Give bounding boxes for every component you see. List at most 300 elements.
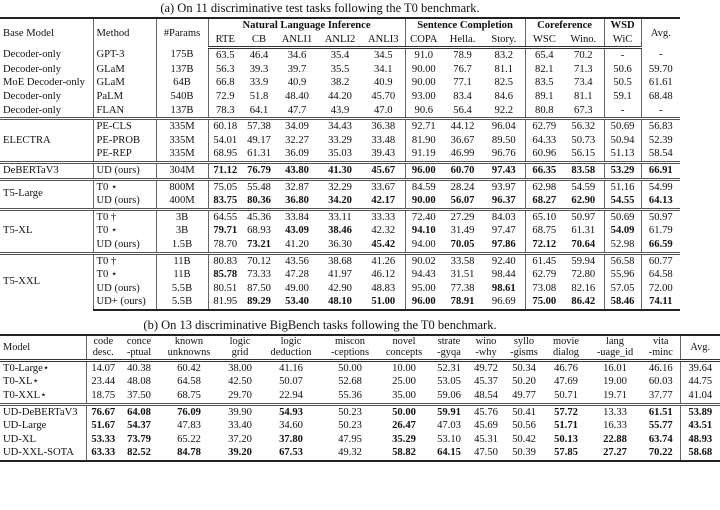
- score-cell: 76.09: [158, 404, 220, 419]
- score-cell: 47.03: [437, 420, 461, 432]
- score-cell: 55.48: [242, 179, 276, 194]
- score-cell: 34.09: [276, 119, 318, 134]
- header-task: [158, 335, 220, 361]
- score-cell: 56.07: [450, 195, 475, 207]
- header-task: Wino.: [563, 33, 604, 48]
- score-cell: 75.05: [208, 179, 242, 194]
- avg-cell: 53.89: [680, 404, 720, 419]
- header-task-line: vita: [652, 335, 669, 347]
- score-cell: 34.20: [328, 195, 352, 207]
- score-cell: 39.7: [287, 63, 307, 75]
- method-cell: PE-PROB: [93, 134, 156, 148]
- score-cell: 83.2: [494, 50, 514, 62]
- table-row: [0, 134, 680, 148]
- score-cell: 64.33: [525, 134, 563, 148]
- table-row: [0, 179, 680, 194]
- score-cell: 51.00: [362, 295, 405, 310]
- avg-cell: 58.54: [641, 147, 680, 162]
- score-cell: 51.8: [249, 90, 269, 102]
- score-cell: 41.30: [318, 162, 362, 179]
- score-cell: 22.88: [603, 433, 627, 445]
- score-cell: 60.42: [177, 362, 201, 374]
- score-cell: 27.27: [588, 446, 642, 461]
- score-cell: 46.4: [249, 50, 269, 62]
- table-row: [0, 104, 680, 119]
- header-task: RTE: [208, 33, 242, 48]
- score-cell: 84.6: [494, 90, 514, 102]
- score-cell: 36.30: [328, 238, 352, 250]
- base-model-cell: Decoder-only: [3, 104, 62, 116]
- header-task-line: lang: [606, 335, 624, 347]
- header-task: ANLI1: [276, 33, 318, 48]
- score-cell: 50.00: [338, 362, 362, 374]
- header-task: ANLI3: [362, 33, 405, 48]
- score-cell: 46.12: [371, 269, 396, 281]
- model-cell: UD-Large: [3, 420, 47, 432]
- score-cell: 47.0: [374, 104, 393, 116]
- score-cell: 45.67: [362, 162, 405, 179]
- score-cell: 47.50: [468, 446, 504, 461]
- header-task: [120, 335, 158, 361]
- header-task-line: known: [174, 335, 204, 347]
- score-cell: 45.76: [468, 404, 504, 419]
- score-cell: 34.1: [374, 63, 393, 75]
- score-cell: 42.90: [328, 282, 352, 294]
- score-cell: 63.33: [86, 446, 120, 461]
- score-cell: 50.69: [604, 119, 641, 134]
- score-cell: 63.74: [648, 433, 673, 445]
- score-cell: 87.50: [247, 282, 271, 294]
- method-cell: PaLM: [93, 90, 156, 104]
- score-cell: 80.51: [208, 282, 242, 296]
- score-cell: 39.90: [220, 404, 260, 419]
- table-b: [0, 334, 720, 462]
- score-cell: 51.67: [86, 419, 120, 433]
- score-cell: 35.4: [330, 50, 350, 62]
- avg-cell: 68.48: [641, 90, 680, 104]
- header-task: [260, 335, 322, 361]
- score-cell: 52.98: [604, 238, 641, 253]
- header-task-line: grid: [231, 347, 249, 359]
- score-cell: 96.37: [491, 195, 516, 207]
- score-cell: 38.00: [228, 362, 252, 374]
- score-cell: 64.08: [120, 404, 158, 419]
- score-cell: 98.61: [491, 282, 516, 294]
- params-cell: 335M: [156, 147, 208, 162]
- score-cell: 49.32: [322, 446, 378, 461]
- base-model-cell: Decoder-only: [3, 90, 62, 102]
- score-cell: 16.01: [603, 362, 627, 374]
- header-task: [642, 335, 680, 361]
- score-cell: 90.02: [405, 253, 442, 268]
- header-task: CB: [242, 33, 276, 48]
- header-task-line: deduction: [270, 347, 312, 359]
- score-cell: 47.83: [177, 420, 201, 432]
- score-cell: 61.31: [247, 148, 271, 160]
- table-row: [0, 224, 680, 238]
- header-group-sentence-completion: Sentence Completion: [405, 18, 525, 33]
- score-cell: 40.38: [127, 362, 151, 374]
- score-cell: 57.05: [604, 282, 641, 296]
- score-cell: 43.9: [330, 104, 350, 116]
- score-cell: 35.03: [328, 148, 352, 160]
- avg-cell: 66.59: [641, 238, 680, 253]
- score-cell: 90.00: [405, 194, 442, 209]
- score-cell: 64.55: [208, 209, 242, 224]
- header-task-line: syllo: [513, 335, 535, 347]
- params-cell: 137B: [156, 104, 208, 119]
- score-cell: 52.31: [437, 362, 461, 374]
- score-cell: 62.79: [525, 119, 563, 134]
- score-cell: 34.5: [374, 50, 393, 62]
- score-cell: 38.2: [330, 77, 350, 89]
- score-cell: 49.17: [247, 134, 271, 146]
- score-cell: 73.4: [574, 77, 593, 89]
- header-task-line: code: [93, 335, 114, 347]
- score-cell: 41.16: [279, 362, 303, 374]
- header-task-line: logic: [280, 335, 302, 347]
- score-cell: 49.00: [285, 282, 309, 294]
- score-cell: 37.20: [228, 433, 252, 445]
- score-cell: 35.29: [392, 433, 416, 445]
- header-task-line: -ptual: [126, 347, 152, 359]
- base-model-cell: ELECTRA: [0, 119, 93, 163]
- score-cell: 80.8: [525, 104, 563, 119]
- score-cell: 33.33: [362, 209, 405, 224]
- score-cell: 33.67: [362, 179, 405, 194]
- score-cell: 41.97: [328, 269, 352, 281]
- score-cell: 76.79: [242, 162, 276, 179]
- header-group-wsd: WSD: [604, 18, 641, 33]
- score-cell: 18.75: [86, 389, 120, 404]
- score-cell: 95.00: [405, 282, 442, 296]
- score-cell: 55.77: [648, 420, 673, 432]
- score-cell: 92.40: [483, 253, 525, 268]
- params-cell: 335M: [156, 134, 208, 148]
- avg-cell: 64.58: [641, 268, 680, 282]
- score-cell: 42.17: [371, 195, 396, 207]
- method-cell: PE-CLS: [93, 119, 156, 134]
- score-cell: 65.10: [525, 209, 563, 224]
- method-cell: GLaM: [93, 63, 156, 77]
- score-cell: 56.15: [571, 148, 596, 160]
- score-cell: 50.94: [604, 134, 641, 148]
- header-group-nli: Natural Language Inference: [208, 18, 405, 33]
- score-cell: 65.22: [177, 433, 201, 445]
- score-cell: 79.71: [208, 224, 242, 238]
- score-cell: 50.34: [512, 362, 536, 374]
- score-cell: 68.93: [247, 225, 271, 237]
- score-cell: 36.38: [362, 119, 405, 134]
- model-cell: UD-XXL-SOTA: [0, 446, 86, 461]
- score-cell: 81.95: [208, 295, 242, 310]
- score-cell: 96.00: [405, 162, 442, 179]
- score-cell: 40.9: [374, 77, 393, 89]
- score-cell: 45.31: [474, 433, 498, 445]
- score-cell: 93.00: [405, 90, 442, 104]
- avg-cell: 58.68: [680, 446, 720, 461]
- score-cell: 36.80: [285, 195, 309, 207]
- score-cell: 53.33: [86, 433, 120, 447]
- table-row: [0, 209, 680, 224]
- params-cell: 540B: [156, 90, 208, 104]
- table-row: [0, 360, 720, 375]
- score-cell: 94.10: [405, 224, 442, 238]
- score-cell: 42.32: [371, 225, 396, 237]
- table-row: [0, 295, 680, 310]
- score-cell: 50.56: [512, 420, 536, 432]
- score-cell: 53.40: [276, 295, 318, 310]
- score-cell: 44.20: [328, 90, 352, 102]
- avg-cell: 43.51: [680, 419, 720, 433]
- score-cell: 60.70: [442, 162, 483, 179]
- score-cell: 38.68: [318, 253, 362, 268]
- score-cell: 50.20: [512, 376, 536, 388]
- score-cell: 33.84: [276, 209, 318, 224]
- params-cell: 5.5B: [156, 282, 208, 296]
- score-cell: 19.00: [603, 376, 627, 388]
- score-cell: 68.75: [177, 390, 201, 402]
- params-cell: 11B: [156, 268, 208, 282]
- score-cell: 45.69: [474, 420, 498, 432]
- header-avg: Avg.: [641, 18, 680, 48]
- score-cell: 31.51: [450, 269, 475, 281]
- score-cell: 26.47: [392, 420, 416, 432]
- score-cell: 76.67: [86, 404, 120, 419]
- score-cell: 40.9: [287, 77, 307, 89]
- score-cell: 46.16: [648, 362, 673, 374]
- score-cell: 10.00: [392, 362, 416, 374]
- score-cell: 83.4: [453, 90, 472, 102]
- score-cell: 90.6: [405, 104, 442, 119]
- table-row: [0, 404, 720, 419]
- avg-cell: 41.04: [680, 389, 720, 404]
- header-task: COPA: [405, 33, 442, 48]
- score-cell: 65.4: [525, 48, 563, 63]
- score-cell: 19.71: [603, 390, 627, 402]
- score-cell: 34.6: [287, 50, 307, 62]
- score-cell: 51.16: [604, 179, 641, 194]
- score-cell: 53.29: [604, 162, 641, 179]
- header-model: Model: [0, 335, 86, 361]
- params-cell: 800M: [156, 179, 208, 194]
- base-model-cell: MoE Decoder-only: [3, 77, 85, 89]
- score-cell: 48.08: [127, 376, 151, 388]
- score-cell: 59.91: [430, 404, 468, 419]
- header-task-line: miscon: [334, 335, 365, 347]
- method-cell: T0 ⋆: [93, 268, 156, 282]
- score-cell: 28.24: [442, 179, 483, 194]
- score-cell: 94.00: [405, 238, 442, 253]
- avg-cell: 54.99: [641, 179, 680, 194]
- score-cell: 27.29: [442, 209, 483, 224]
- avg-cell: 52.39: [641, 134, 680, 148]
- score-cell: 59.06: [437, 390, 461, 402]
- score-cell: -: [604, 104, 641, 119]
- score-cell: 81.1: [494, 63, 514, 75]
- model-cell: UD-DeBERTaV3: [0, 404, 86, 419]
- params-cell: 137B: [156, 63, 208, 77]
- score-cell: 57.72: [544, 404, 588, 419]
- score-cell: 50.41: [504, 404, 544, 419]
- score-cell: 46.76: [554, 362, 578, 374]
- score-cell: 60.18: [208, 119, 242, 134]
- score-cell: 32.87: [276, 179, 318, 194]
- score-cell: 48.54: [474, 390, 498, 402]
- score-cell: 53.10: [437, 433, 461, 445]
- score-cell: 53.05: [437, 376, 461, 388]
- score-cell: 68.27: [525, 194, 563, 209]
- score-cell: 36.67: [450, 134, 475, 146]
- header-group-coreference: Coreference: [525, 18, 604, 33]
- method-cell: FLAN: [93, 104, 156, 119]
- score-cell: 32.27: [285, 134, 309, 146]
- method-cell: T0 ⋆: [93, 224, 156, 238]
- score-cell: 91.0: [405, 48, 442, 63]
- header-task: ANLI2: [318, 33, 362, 48]
- score-cell: 91.19: [405, 147, 442, 162]
- score-cell: 92.71: [405, 119, 442, 134]
- model-cell: UD-XL: [3, 433, 36, 445]
- score-cell: 48.40: [285, 90, 309, 102]
- score-cell: 34.60: [279, 420, 303, 432]
- model-cell: T0-Large⋆: [3, 362, 50, 374]
- table-a: [0, 17, 680, 311]
- score-cell: 66.8: [208, 76, 242, 90]
- score-cell: 33.11: [318, 209, 362, 224]
- header-task-line: strate: [437, 335, 461, 347]
- score-cell: 39.20: [220, 446, 260, 461]
- score-cell: 75.00: [525, 295, 563, 310]
- score-cell: 83.5: [525, 76, 563, 90]
- score-cell: 43.09: [285, 225, 309, 237]
- score-cell: 86.42: [563, 295, 604, 310]
- base-model-cell: Decoder-only: [3, 49, 62, 61]
- score-cell: 54.55: [604, 194, 641, 209]
- score-cell: 56.58: [604, 253, 641, 268]
- score-cell: 31.49: [450, 225, 475, 237]
- avg-cell: -: [641, 48, 680, 63]
- method-cell: UD (ours): [93, 238, 156, 253]
- method-cell: UD+ (ours): [93, 295, 156, 310]
- params-cell: 400M: [156, 194, 208, 209]
- header-task: [504, 335, 544, 361]
- score-cell: 73.79: [127, 433, 151, 445]
- avg-cell: 50.97: [641, 209, 680, 224]
- base-model-cell: T5-Large: [0, 179, 93, 209]
- score-cell: 14.07: [86, 360, 120, 375]
- score-cell: 50.00: [378, 404, 430, 419]
- header-task: WSC: [525, 33, 563, 48]
- score-cell: 94.43: [405, 268, 442, 282]
- header-task-line: conce: [126, 335, 152, 347]
- score-cell: 80.83: [208, 253, 242, 268]
- header-base-model: Base Model: [0, 18, 93, 48]
- score-cell: 42.50: [228, 376, 252, 388]
- method-cell: T0 †: [93, 209, 156, 224]
- score-cell: 36.09: [285, 148, 309, 160]
- score-cell: 13.33: [588, 404, 642, 419]
- score-cell: 89.29: [242, 295, 276, 310]
- avg-cell: 48.93: [680, 433, 720, 447]
- score-cell: 55.36: [338, 390, 362, 402]
- header-avg: Avg.: [680, 335, 720, 361]
- score-cell: 50.07: [279, 376, 303, 388]
- params-cell: 11B: [156, 253, 208, 268]
- score-cell: 51.71: [554, 420, 578, 432]
- base-model-cell: T5-XL: [0, 209, 93, 253]
- method-cell: UD (ours): [93, 282, 156, 296]
- score-cell: 78.9: [453, 50, 472, 62]
- score-cell: 45.70: [371, 90, 396, 102]
- score-cell: 67.53: [260, 446, 322, 461]
- avg-cell: 39.64: [680, 360, 720, 375]
- score-cell: 56.32: [563, 119, 604, 134]
- avg-cell: 61.61: [641, 76, 680, 90]
- score-cell: 34.43: [318, 119, 362, 134]
- score-cell: 70.64: [571, 238, 596, 250]
- header-task: WiC: [604, 33, 641, 48]
- score-cell: 47.7: [287, 104, 307, 116]
- score-cell: 50.39: [504, 446, 544, 461]
- score-cell: 82.16: [571, 282, 596, 294]
- score-cell: 37.80: [279, 433, 303, 445]
- score-cell: 72.80: [571, 269, 596, 281]
- score-cell: 96.69: [483, 295, 525, 310]
- header-task: [468, 335, 504, 361]
- score-cell: 37.77: [648, 390, 673, 402]
- score-cell: 38.46: [328, 225, 352, 237]
- score-cell: 62.98: [525, 179, 563, 194]
- header-task-line: movie: [553, 335, 579, 347]
- params-cell: 304M: [156, 162, 208, 179]
- score-cell: 32.29: [318, 179, 362, 194]
- table-row: [0, 282, 680, 296]
- score-cell: 25.00: [392, 376, 416, 388]
- score-cell: 64.15: [430, 446, 468, 461]
- avg-cell: 61.79: [641, 224, 680, 238]
- score-cell: 48.10: [318, 295, 362, 310]
- header-task-line: -uage_id: [596, 347, 634, 359]
- score-cell: 47.69: [554, 376, 578, 388]
- params-cell: 3B: [156, 224, 208, 238]
- score-cell: 82.52: [120, 446, 158, 461]
- score-cell: 62.79: [525, 268, 563, 282]
- score-cell: 33.9: [249, 77, 269, 89]
- score-cell: 97.86: [491, 238, 516, 250]
- score-cell: 59.1: [604, 90, 641, 104]
- avg-cell: 74.11: [641, 295, 680, 310]
- score-cell: 73.08: [525, 282, 563, 296]
- header-task-line: novel: [392, 335, 416, 347]
- header-task: [322, 335, 378, 361]
- score-cell: 61.31: [571, 225, 596, 237]
- score-cell: 59.94: [563, 253, 604, 268]
- score-cell: 89.50: [491, 134, 516, 146]
- score-cell: 85.78: [208, 268, 242, 282]
- score-cell: 35.5: [330, 63, 350, 75]
- score-cell: 97.43: [483, 162, 525, 179]
- method-cell: T0 ⋆: [93, 179, 156, 194]
- score-cell: 41.26: [362, 253, 405, 268]
- score-cell: 54.01: [208, 134, 242, 148]
- header-task-line: desc.: [92, 347, 114, 359]
- score-cell: 50.69: [604, 209, 641, 224]
- score-cell: 77.1: [453, 77, 472, 89]
- table-row: [0, 194, 680, 209]
- header-task-line: -why: [475, 347, 497, 359]
- score-cell: 66.35: [525, 162, 563, 179]
